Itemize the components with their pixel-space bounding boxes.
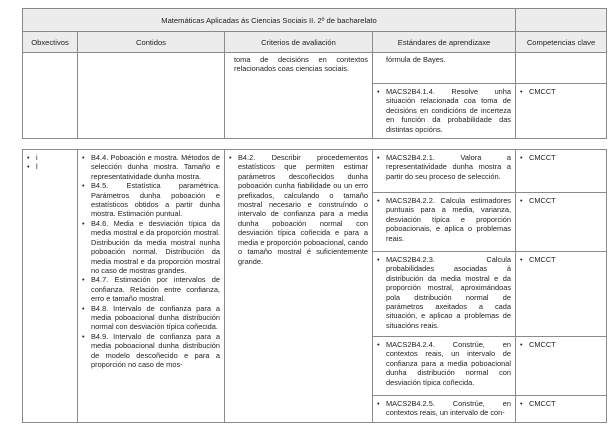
- row2-estandares: [373, 150, 516, 423]
- list-item: • MACS2B4.2.5. Constrúe, en contextos reais, un intervalo de con-: [377, 399, 512, 418]
- list-item: • i: [27, 153, 38, 163]
- header-criterios: Criterios de avaliación: [225, 32, 373, 53]
- row1-comp-item: • CMCCT: [520, 87, 556, 96]
- list-item: • B4.2. Describir procedementos estatísticos que permiten estimar parámetros descoñecidos dunha poboación cunha fiabilidade ou un erro prefixados, calculando o tamaño mostral necesario e construíndo o intervalo de confianza para a media dunha poboación normal con desviación típica coñecida e para a media e proporción poboacional, cando o tamaño mostral é suficientemente grande.: [229, 153, 368, 266]
- row2-criterios: [225, 150, 373, 423]
- list-item: • B4.5. Estatística paramétrica. Parámetros dunha poboación e estatísticos obtidos a partir dunha mostra. Estimación puntual.: [82, 181, 220, 219]
- row1-criterio-text: toma de decisións en contextos relacionados coas ciencias sociais.: [234, 55, 368, 74]
- list-item: • l: [27, 162, 38, 172]
- row1-competencias: [516, 53, 607, 139]
- header-estandares: Estándares de aprendizaxe: [373, 32, 516, 53]
- list-item: • B4.9. Intervalo de confianza para a media poboacional dunha distribución de modelo descoñecido e para a proporción no caso de mos-: [82, 331, 220, 369]
- header-obxectivos: Obxectivos: [23, 32, 78, 53]
- table-title: Matemáticas Aplicadas ás Ciencias Sociais II. 2º de bacharelato: [23, 9, 516, 32]
- row2-competencias: [516, 150, 607, 423]
- row1-obxectivos: [23, 53, 78, 139]
- header-contidos: Contidos: [78, 32, 225, 53]
- list-item: • CMCCT: [520, 196, 556, 206]
- bullet: •: [520, 87, 523, 96]
- row2-contidos: [78, 150, 225, 423]
- row2-obxectivos: [23, 150, 78, 423]
- table-row: [23, 150, 607, 423]
- bullet: •: [377, 87, 380, 96]
- list-item: • MACS2B4.2.2. Calcula estimadores puntuais para a media, varianza, desviación típica e proporción poboacionais, e aplica o problemas reais.: [377, 196, 512, 243]
- row1-criterios: [225, 53, 373, 139]
- list-item: • B4.4. Poboación e mostra. Métodos de selección dunha mostra. Tamaño e representatividade dunha mostra.: [82, 153, 220, 181]
- list-item: • MACS2B4.2.3. Calcula probabilidades asociadas á distribución da media mostral e da proporción mostral, aproximándoas pola distribución normal de parámetros axeitados a cada situación, e aplicao a problemas de situacións reais.: [377, 255, 512, 330]
- list-item: • CMCCT: [520, 255, 556, 265]
- list-item: • CMCCT: [520, 153, 556, 163]
- row1-std-item: • MACS2B4.1.4. Resolve unha situación relacionada coa toma de decisións en condicións de incerteza en función da probabilidade das distintas opcións.: [377, 87, 512, 134]
- list-item: • MACS2B4.2.4. Constrúe, en contextos reais, un intervalo de confianza para a media poboacional dunha distribución normal con desviación típica coñecida.: [377, 340, 512, 387]
- header-competencias: Competencias clave: [516, 32, 607, 53]
- list-item: • CMCCT: [520, 399, 556, 409]
- row1-contidos: [78, 53, 225, 139]
- curriculum-table: [22, 8, 607, 423]
- list-item: • MACS2B4.2.1. Valora a representatividade dunha mostra a partir do seu proceso de selección.: [377, 153, 512, 181]
- list-item: • CMCCT: [520, 340, 556, 350]
- list-item: • B4.6. Media e desviación típica da media mostral e da proporción mostral. Distribución da media mostral nunha poboación normal. Distribución da media mostral e da proporción mostral no caso de mostras grandes.: [82, 218, 220, 275]
- table-row: [23, 53, 607, 139]
- list-item: • B4.7. Estimación por intervalos de confianza. Relación entre confianza, erro e tamaño mostral.: [82, 275, 220, 304]
- table-title-blank: [516, 9, 607, 32]
- row1-std-cont: fórmula de Bayes.: [386, 55, 446, 64]
- list-item: • B4.8. Intervalo de confianza para a media poboacional dunha distribución normal con desviación típica coñecida.: [82, 303, 220, 332]
- row1-estandares: [373, 53, 516, 139]
